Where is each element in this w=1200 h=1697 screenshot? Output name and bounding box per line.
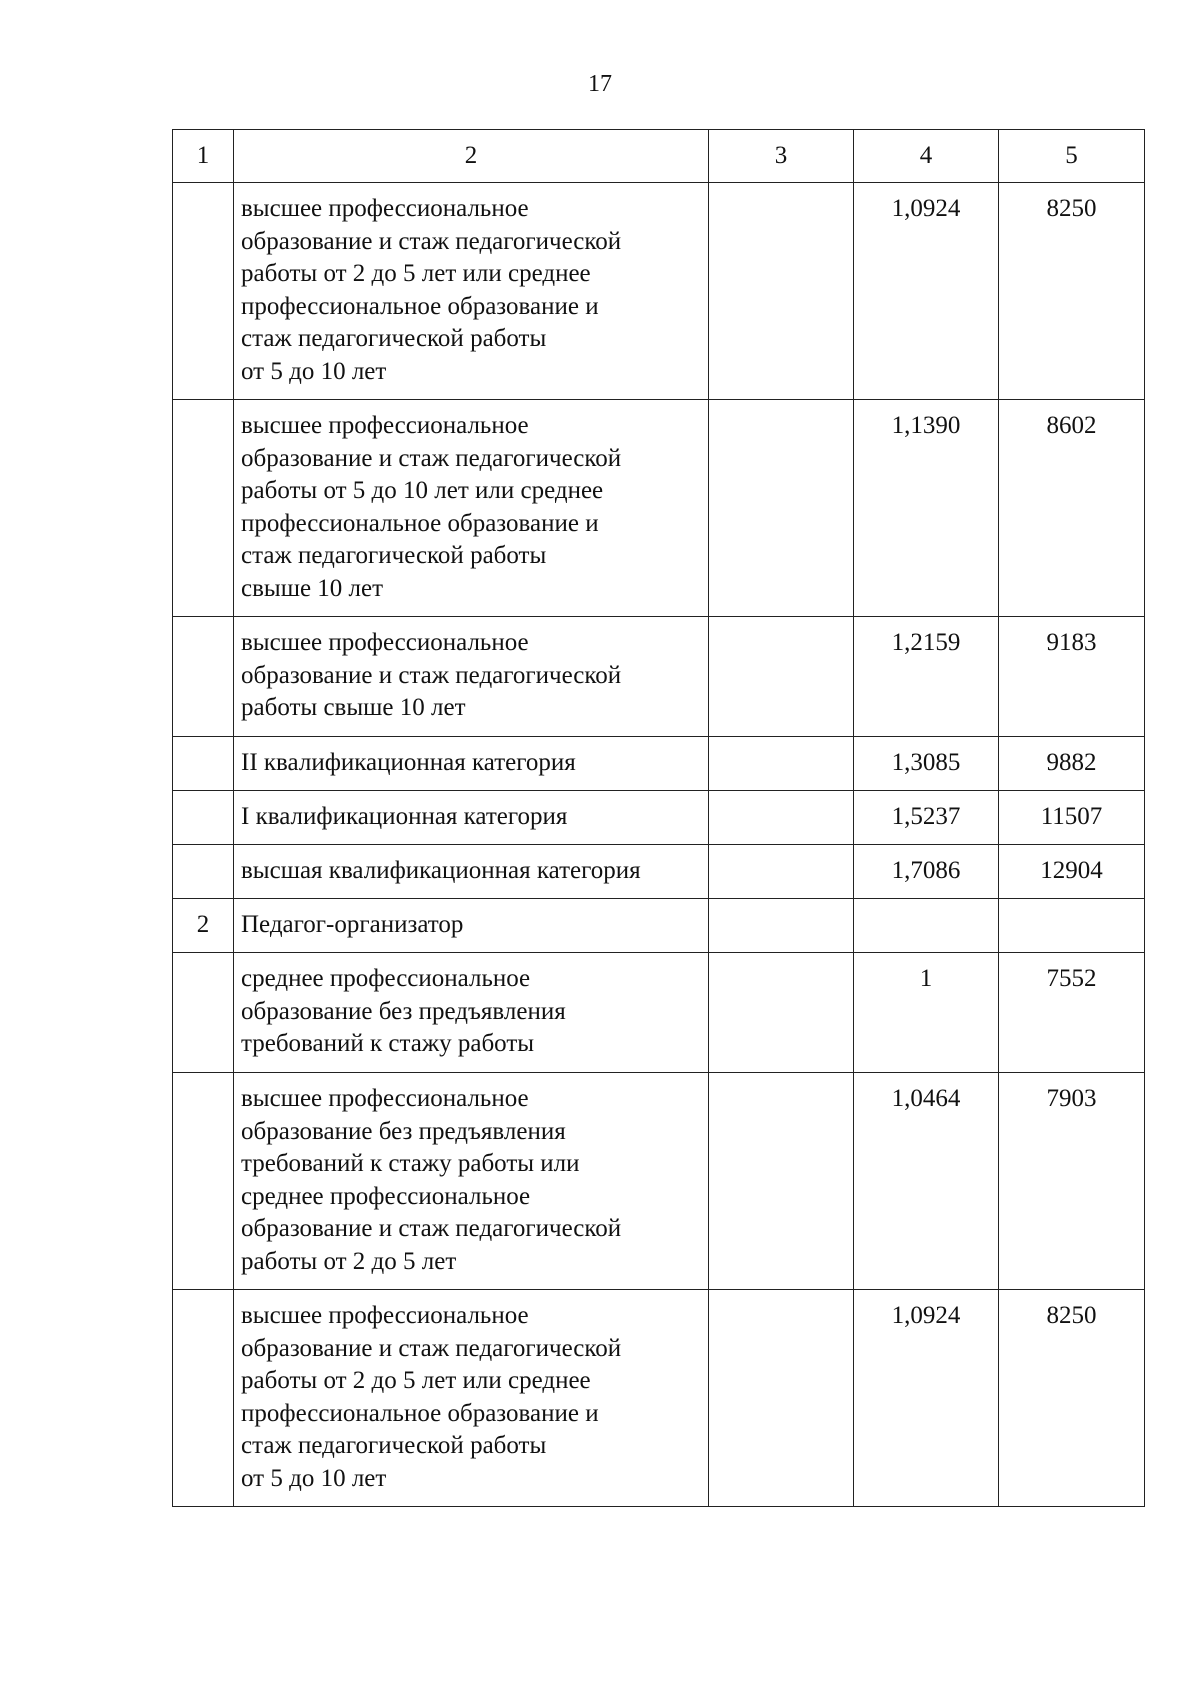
row-number-cell bbox=[173, 953, 234, 1073]
column-3-cell bbox=[709, 953, 854, 1073]
table-row bbox=[173, 183, 1145, 400]
coefficient-cell: 1,2159 bbox=[854, 617, 999, 737]
salary-cell: 9183 bbox=[999, 617, 1145, 737]
column-number-4: 4 bbox=[854, 130, 999, 183]
row-number-cell bbox=[173, 845, 234, 899]
coefficient-cell: 1,7086 bbox=[854, 845, 999, 899]
requirement-description-cell bbox=[234, 1073, 709, 1290]
requirement-description-cell bbox=[234, 1290, 709, 1507]
description-line: стаж педагогической работы bbox=[241, 542, 547, 569]
coefficient-cell: 1,1390 bbox=[854, 400, 999, 617]
description-line: образование и стаж педагогической bbox=[241, 1215, 622, 1242]
column-3-cell bbox=[709, 1073, 854, 1290]
table-row bbox=[173, 400, 1145, 617]
table-row bbox=[173, 617, 1145, 737]
description-line: высшее профессиональное bbox=[241, 195, 529, 222]
description-line: Педагог-организатор bbox=[241, 911, 464, 938]
coefficient-cell: 1,5237 bbox=[854, 791, 999, 845]
column-3-cell bbox=[709, 617, 854, 737]
description-line: I квалификационная категория bbox=[241, 803, 568, 830]
column-number-2: 2 bbox=[234, 130, 709, 183]
description-line: стаж педагогической работы bbox=[241, 325, 547, 352]
description-line: профессиональное образование и bbox=[241, 509, 599, 537]
row-number-cell bbox=[173, 791, 234, 845]
salary-cell bbox=[999, 899, 1145, 953]
column-3-cell bbox=[709, 791, 854, 845]
coefficient-cell bbox=[854, 899, 999, 953]
requirement-description-cell bbox=[234, 845, 709, 899]
requirement-description-cell bbox=[234, 791, 709, 845]
table-row bbox=[173, 1290, 1145, 1507]
row-number-cell bbox=[173, 400, 234, 617]
salary-cell: 8250 bbox=[999, 183, 1145, 400]
column-number-1: 1 bbox=[173, 130, 234, 183]
salary-cell: 12904 bbox=[999, 845, 1145, 899]
description-line: профессиональное образование и bbox=[241, 292, 599, 320]
description-line: образование и стаж педагогической bbox=[241, 661, 622, 689]
table-row bbox=[173, 845, 1145, 899]
requirement-description-cell bbox=[234, 953, 709, 1073]
salary-cell: 7552 bbox=[999, 953, 1145, 1073]
column-3-cell bbox=[709, 899, 854, 953]
row-number-cell bbox=[173, 617, 234, 737]
description-line: от 5 до 10 лет bbox=[241, 357, 387, 385]
description-line: работы от 2 до 5 лет или среднее bbox=[241, 260, 591, 287]
table-header-row bbox=[173, 130, 1145, 183]
coefficient-cell: 1,0464 bbox=[854, 1073, 999, 1290]
table-row bbox=[173, 737, 1145, 791]
salary-cell: 8250 bbox=[999, 1290, 1145, 1507]
description-line: работы от 5 до 10 лет или среднее bbox=[241, 477, 604, 504]
table-row bbox=[173, 899, 1145, 953]
description-line: работы от 2 до 5 лет bbox=[241, 1247, 457, 1275]
column-number-3: 3 bbox=[709, 130, 854, 183]
description-line: высшее профессиональное bbox=[241, 412, 529, 439]
table-row bbox=[173, 791, 1145, 845]
column-3-cell bbox=[709, 183, 854, 400]
salary-cell: 11507 bbox=[999, 791, 1145, 845]
description-line: свыше 10 лет bbox=[241, 574, 384, 602]
row-number-cell: 2 bbox=[173, 899, 234, 953]
salary-cell: 9882 bbox=[999, 737, 1145, 791]
requirement-description-cell bbox=[234, 737, 709, 791]
description-line: среднее профессиональное bbox=[241, 965, 531, 992]
salary-cell: 7903 bbox=[999, 1073, 1145, 1290]
page-number: 17 bbox=[588, 71, 612, 97]
coefficient-cell: 1,3085 bbox=[854, 737, 999, 791]
description-line: работы свыше 10 лет bbox=[241, 694, 466, 721]
description-line: высшее профессиональное bbox=[241, 1302, 529, 1329]
requirement-description-cell bbox=[234, 183, 709, 400]
description-line: работы от 2 до 5 лет или среднее bbox=[241, 1367, 591, 1394]
row-number-cell bbox=[173, 737, 234, 791]
description-line: образование и стаж педагогической bbox=[241, 444, 622, 472]
row-number-cell bbox=[173, 1290, 234, 1507]
requirement-description-cell bbox=[234, 617, 709, 737]
description-line: стаж педагогической работы bbox=[241, 1432, 547, 1459]
description-line: образование и стаж педагогической bbox=[241, 1334, 622, 1362]
description-line: высшая квалификационная категория bbox=[241, 857, 641, 884]
column-3-cell bbox=[709, 1290, 854, 1507]
coefficient-cell: 1,0924 bbox=[854, 183, 999, 400]
description-line: требований к стажу работы или bbox=[241, 1150, 580, 1177]
requirement-description-cell bbox=[234, 400, 709, 617]
position-title-cell bbox=[234, 899, 709, 953]
description-line: среднее профессиональное bbox=[241, 1182, 531, 1210]
table-row bbox=[173, 953, 1145, 1073]
description-line: от 5 до 10 лет bbox=[241, 1464, 387, 1492]
column-number-5: 5 bbox=[999, 130, 1145, 183]
salary-cell: 8602 bbox=[999, 400, 1145, 617]
description-line: требований к стажу работы bbox=[241, 1030, 535, 1057]
table-row bbox=[173, 1073, 1145, 1290]
coefficient-cell: 1,0924 bbox=[854, 1290, 999, 1507]
column-3-cell bbox=[709, 737, 854, 791]
description-line: образование и стаж педагогической bbox=[241, 227, 622, 255]
coefficient-cell: 1 bbox=[854, 953, 999, 1073]
description-line: образование без предъявления bbox=[241, 997, 566, 1025]
description-line: высшее профессиональное bbox=[241, 1085, 529, 1112]
row-number-cell bbox=[173, 1073, 234, 1290]
salary-coefficient-table bbox=[172, 129, 1145, 1507]
description-line: высшее профессиональное bbox=[241, 629, 529, 656]
description-line: II квалификационная категория bbox=[241, 749, 576, 776]
description-line: профессиональное образование и bbox=[241, 1399, 599, 1427]
column-3-cell bbox=[709, 400, 854, 617]
column-3-cell bbox=[709, 845, 854, 899]
row-number-cell bbox=[173, 183, 234, 400]
description-line: образование без предъявления bbox=[241, 1117, 566, 1145]
